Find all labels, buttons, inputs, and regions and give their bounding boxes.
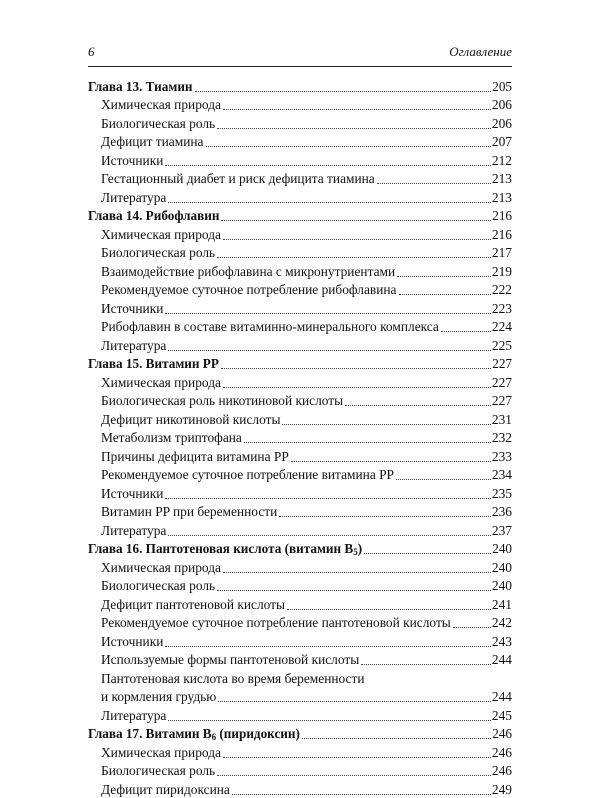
toc-entry-label (101, 411, 280, 428)
dot-leader (223, 108, 491, 110)
toc-label-text: Рекомендуемое суточное потребление рибофлавина (101, 282, 397, 297)
toc-page-number: 222 (491, 282, 512, 297)
toc-entry-row (88, 687, 512, 706)
toc-label-suffix: ) (357, 541, 363, 556)
dot-leader (217, 589, 491, 591)
toc-label-text: Химическая природа (101, 744, 221, 760)
running-header (88, 44, 512, 62)
dot-leader (244, 441, 491, 443)
toc-page-number: 213 (491, 189, 512, 205)
toc-page-number: 234 (491, 467, 512, 482)
toc-entry-label (88, 355, 219, 372)
toc-entry-row (88, 446, 512, 465)
toc-page-number: 224 (491, 319, 512, 334)
toc-label-text: Биологическая роль (101, 115, 216, 131)
toc-entry-row (88, 631, 512, 650)
toc-page-number: 243 (491, 633, 512, 649)
dot-leader (282, 423, 490, 425)
toc-entry-label (101, 670, 365, 687)
toc-label-text: Литература (101, 707, 167, 723)
toc-entry-label (101, 226, 221, 243)
toc-entry-label (101, 448, 289, 465)
toc-page-number: 244 (491, 652, 512, 667)
toc-page-number: 241 (491, 596, 512, 612)
dot-leader (221, 219, 491, 221)
toc-entry-row (88, 594, 512, 613)
toc-entry-label (101, 688, 216, 705)
header-rule (88, 66, 512, 67)
dot-leader (165, 312, 491, 314)
toc-label-text: Витамин PP при беременности (101, 504, 278, 519)
toc-chapter-row (88, 206, 512, 225)
toc-label-text: Гестационный диабет и риск дефицита тиамина (101, 171, 375, 186)
toc-entry-label (101, 96, 221, 113)
toc-entry-label (101, 281, 397, 298)
toc-label-text: Используемые формы пантотеновой кислоты (101, 652, 360, 667)
toc-label-text: Глава 16. Пантотеновая кислота (витамин B (88, 541, 354, 556)
dot-leader (195, 90, 492, 92)
toc-page-number: 245 (491, 707, 512, 723)
toc-label-subscript: 5 (353, 547, 358, 557)
dot-leader (399, 293, 491, 295)
toc-chapter-row (88, 354, 512, 373)
dot-leader (165, 164, 491, 166)
toc-label-text: Глава 13. Тиамин (88, 78, 193, 94)
toc-entry-row (88, 705, 512, 724)
toc-entry-label (101, 559, 221, 576)
toc-label-text: Литература (101, 337, 167, 353)
toc-page-number: 232 (491, 430, 512, 445)
toc-entry-row (88, 95, 512, 114)
toc-entry-label (88, 207, 219, 224)
dot-leader (223, 238, 491, 240)
toc-entry-row (88, 779, 512, 798)
toc-chapter-row (88, 724, 512, 743)
dot-leader (223, 571, 491, 573)
toc-label-text: Метаболизм триптофана (101, 430, 242, 445)
dot-leader (302, 737, 491, 739)
dot-leader (441, 330, 491, 332)
dot-leader (287, 608, 491, 610)
table-of-contents (88, 76, 512, 798)
toc-entry-row (88, 280, 512, 299)
toc-page-number: 216 (492, 208, 512, 223)
dot-leader (377, 182, 491, 184)
toc-entry-row (88, 243, 512, 262)
toc-entry-row (88, 520, 512, 539)
running-title: Оглавление (449, 44, 512, 59)
toc-entry-label (101, 744, 221, 761)
dot-leader (223, 386, 491, 388)
toc-entry-label (101, 707, 166, 724)
dot-leader (291, 460, 491, 462)
toc-entry-label (101, 596, 285, 613)
toc-entry-row (88, 576, 512, 595)
dot-leader (218, 700, 491, 702)
toc-entry-label (101, 781, 230, 798)
toc-label-text: Биологическая роль (101, 245, 216, 260)
toc-page-number: 206 (491, 97, 512, 112)
toc-page-number: 223 (491, 300, 512, 316)
toc-entry-row (88, 187, 512, 206)
toc-page-number: 246 (491, 744, 512, 760)
toc-page-number: 227 (492, 356, 512, 371)
toc-entry-row (88, 317, 512, 336)
toc-page-number: 213 (491, 171, 512, 186)
toc-entry-row (88, 224, 512, 243)
toc-entry-label (101, 152, 163, 169)
dot-leader (217, 127, 491, 129)
toc-page-number: 227 (491, 374, 512, 390)
dot-leader (396, 478, 491, 480)
toc-page-number: 246 (492, 726, 512, 741)
toc-entry-label (101, 466, 394, 483)
toc-page-number: 216 (491, 226, 512, 242)
toc-page-number: 249 (491, 781, 512, 797)
toc-entry-label (101, 577, 215, 594)
dot-leader (217, 256, 491, 258)
toc-label-subscript: 6 (211, 732, 217, 742)
toc-label-text: Литература (101, 189, 167, 205)
toc-page-number: 219 (491, 263, 512, 279)
dot-leader (364, 552, 491, 554)
toc-entry-row (88, 613, 512, 632)
toc-label-text: Рекомендуемое суточное потребление витамина PP (101, 467, 395, 482)
dot-leader (223, 756, 491, 758)
toc-label-text: Литература (101, 522, 167, 538)
toc-page-number: 225 (491, 337, 512, 353)
toc-page-number: 212 (491, 152, 512, 168)
toc-entry-row (88, 465, 512, 484)
toc-label-text: Дефицит тиамина (101, 134, 204, 149)
toc-page-number: 233 (491, 448, 512, 464)
dot-leader (165, 645, 491, 647)
toc-entry-row (88, 409, 512, 428)
toc-entry-row (88, 391, 512, 410)
toc-label-text: Источники (101, 152, 164, 168)
toc-label-text: Взаимодействие рибофлавина с микронутриентами (101, 263, 396, 279)
toc-entry-row (88, 502, 512, 521)
toc-entry-row (88, 113, 512, 132)
toc-page-number: 231 (491, 411, 512, 427)
toc-page-number: 206 (491, 115, 512, 131)
toc-entry-row (88, 298, 512, 317)
toc-entry-label (88, 540, 362, 557)
dot-leader (165, 497, 491, 499)
toc-entry-row (88, 335, 512, 354)
toc-entry-label (101, 170, 375, 187)
toc-page-number: 227 (491, 393, 512, 408)
toc-entry-label (101, 485, 163, 502)
toc-label-text: Источники (101, 633, 164, 649)
dot-leader (168, 534, 491, 536)
toc-page-number: 205 (492, 78, 512, 94)
toc-page-number: 235 (491, 485, 512, 501)
dot-leader (453, 626, 491, 628)
toc-label-text: Химическая природа (101, 226, 221, 242)
toc-entry-label (101, 300, 163, 317)
page-number: 6 (88, 44, 95, 59)
toc-page-number: 217 (491, 245, 512, 260)
toc-entry-row (88, 261, 512, 280)
toc-chapter-row (88, 76, 512, 95)
toc-entry-label (101, 392, 343, 409)
toc-entry-label (101, 503, 277, 520)
toc-label-suffix: (пиридоксин) (216, 726, 300, 741)
toc-page-number: 237 (491, 522, 512, 538)
toc-entry-label (101, 429, 242, 446)
toc-entry-row (88, 132, 512, 151)
toc-entry-label (101, 762, 215, 779)
dot-leader (221, 367, 491, 369)
toc-label-text: и кормления грудью (101, 689, 217, 704)
dot-leader (206, 145, 491, 147)
dot-leader (279, 515, 491, 517)
toc-chapter-row (88, 539, 512, 558)
toc-entry-row (88, 761, 512, 780)
toc-label-text: Химическая природа (101, 97, 221, 112)
toc-entry-label (101, 633, 163, 650)
toc-page-number: 236 (491, 504, 512, 519)
toc-page-number: 240 (491, 578, 512, 593)
dot-leader (361, 663, 491, 665)
toc-entry-label (101, 318, 439, 335)
toc-page-number: 246 (491, 763, 512, 778)
toc-entry-row (88, 742, 512, 761)
toc-label-text: Биологическая роль (101, 578, 216, 593)
toc-label-text: Химическая природа (101, 559, 221, 575)
toc-page-number: 240 (491, 559, 512, 575)
toc-label-text: Биологическая роль никотиновой кислоты (101, 393, 344, 408)
toc-entry-label (101, 614, 451, 631)
toc-entry-label (101, 651, 359, 668)
toc-entry-row (88, 668, 512, 687)
toc-label-text: Дефицит пиридоксина (101, 781, 230, 797)
toc-entry-label (101, 244, 215, 261)
toc-entry-row (88, 650, 512, 669)
toc-label-text: Биологическая роль (101, 763, 216, 778)
toc-entry-label (101, 337, 166, 354)
toc-entry-row (88, 428, 512, 447)
toc-page-number: 244 (491, 689, 512, 704)
toc-entry-row (88, 169, 512, 188)
toc-label-text: Дефицит пантотеновой кислоты (101, 596, 286, 612)
toc-label-text: Источники (101, 485, 164, 501)
toc-entry-row (88, 150, 512, 169)
toc-label-text: Источники (101, 300, 164, 316)
dot-leader (168, 201, 491, 203)
toc-label-text: Рекомендуемое суточное потребление пантотеновой кислоты (101, 615, 451, 630)
toc-entry-label (88, 78, 193, 95)
toc-entry-row (88, 372, 512, 391)
toc-entry-label (101, 133, 204, 150)
toc-entry-label (101, 374, 221, 391)
toc-entry-label (101, 522, 166, 539)
toc-page-number: 207 (491, 134, 512, 149)
toc-label-text: Рибофлавин в составе витаминно-минерального комплекса (101, 319, 439, 334)
toc-entry-label (101, 189, 166, 206)
toc-entry-label (88, 725, 300, 742)
toc-entry-row (88, 483, 512, 502)
toc-page-number: 240 (492, 541, 512, 556)
toc-label-text: Глава 17. Витамин B (88, 726, 212, 741)
toc-label-text: Химическая природа (101, 374, 221, 390)
dot-leader (232, 793, 491, 795)
dot-leader (168, 719, 491, 721)
dot-leader (345, 404, 491, 406)
toc-label-text: Причины дефицита витамина PP (101, 448, 289, 464)
toc-entry-label (101, 263, 395, 280)
toc-entry-label (101, 115, 215, 132)
toc-label-text: Дефицит никотиновой кислоты (101, 411, 281, 427)
toc-entry-row (88, 557, 512, 576)
dot-leader (168, 349, 491, 351)
dot-leader (397, 275, 491, 277)
toc-label-text: Глава 15. Витамин PP (88, 356, 219, 371)
toc-label-text: Глава 14. Рибофлавин (88, 208, 220, 223)
toc-page-number: 242 (491, 615, 512, 630)
toc-label-text: Пантотеновая кислота во время беременности (101, 670, 365, 686)
dot-leader (217, 774, 491, 776)
